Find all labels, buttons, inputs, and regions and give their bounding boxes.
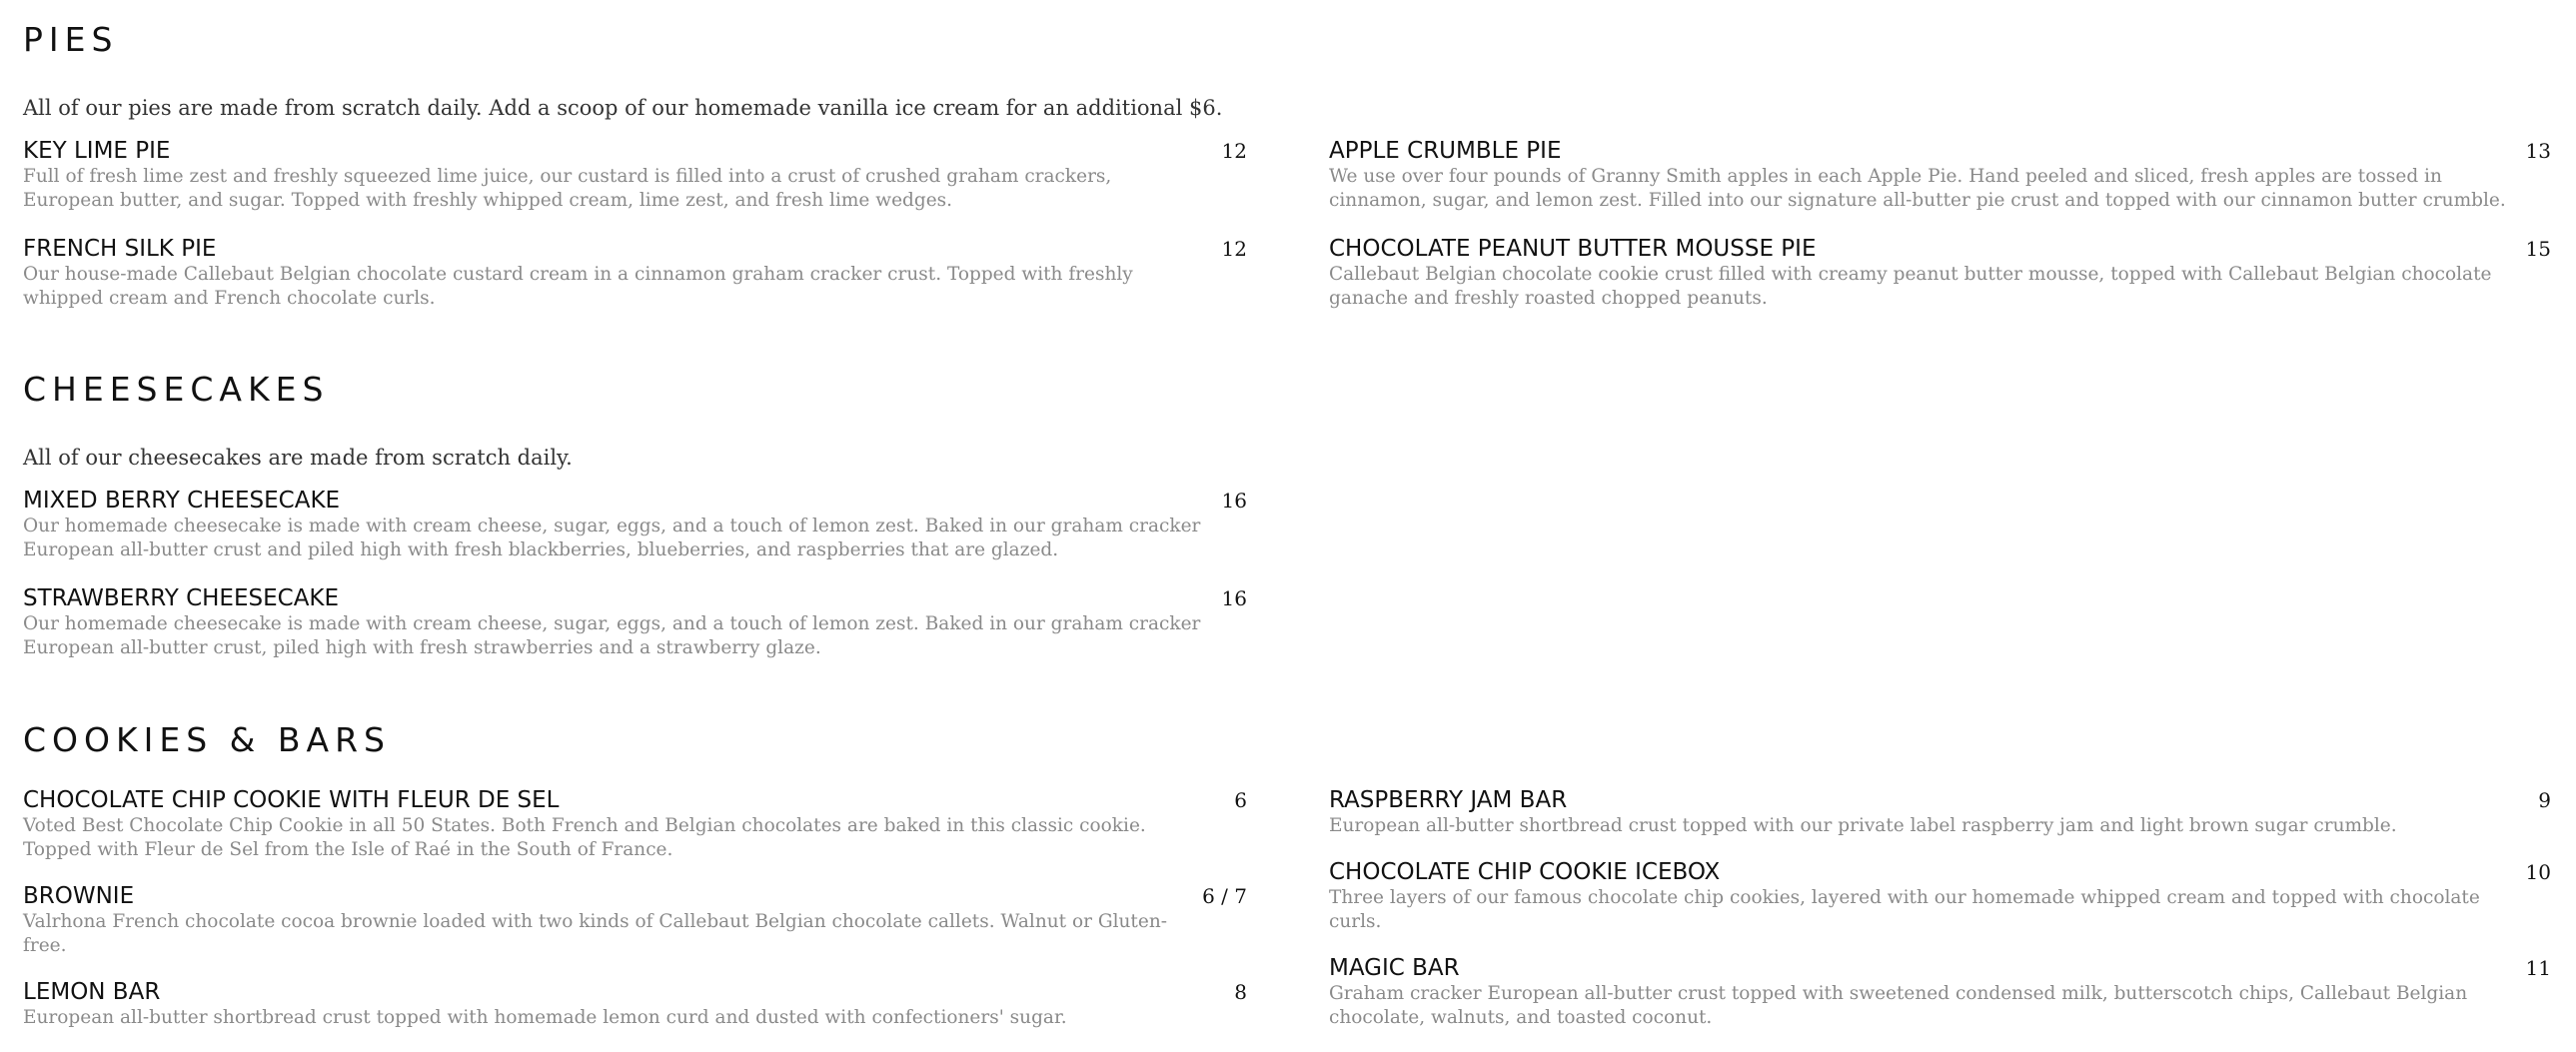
item-description: Callebaut Belgian chocolate cookie crust filled with creamy peanut butter mousse, topped with Callebaut Belgian chocolate ganache and freshly roasted chopped peanuts. <box>1329 264 2492 309</box>
section-pies <box>23 20 2551 309</box>
item-name: CHOCOLATE CHIP COOKIE ICEBOX <box>1329 859 1721 885</box>
item-price: 13 <box>2525 139 2551 163</box>
item-description: Our homemade cheesecake is made with cream cheese, sugar, eggs, and a touch of lemon zest. Baked in our graham cracker European all-butter crust and piled high with fresh blackberries, blueberries, and raspberries that are glazed. <box>23 516 1201 560</box>
item-description: Valrhona French chocolate cocoa brownie loaded with two kinds of Callebaut Belgian chocolate callets. Walnut or Gluten-free. <box>23 911 1167 956</box>
item-name: STRAWBERRY CHEESECAKE <box>23 585 340 611</box>
menu-item-chocolate-peanut-butter-mousse-pie <box>1329 235 2551 311</box>
menu-item-key-lime-pie <box>23 137 1247 213</box>
item-price: 6 <box>1234 788 1247 812</box>
cookies-left-column <box>23 786 1247 1052</box>
item-description: Graham cracker European all-butter crust topped with sweetened condensed milk, butterscotch chips, Callebaut Belgian chocolate, walnuts, and toasted coconut. <box>1329 983 2468 1028</box>
section-cookies-bars <box>23 720 2551 1028</box>
menu-item-strawberry-cheesecake <box>23 584 1247 660</box>
item-description: European all-butter shortbread crust topped with our private label raspberry jam and light brown sugar crumble. <box>1329 815 2397 836</box>
section-title: COOKIES & BARS <box>23 720 391 759</box>
item-description: Our house-made Callebaut Belgian chocolate custard cream in a cinnamon graham cracker crust. Topped with freshly whipped cream and French chocolate curls. <box>23 264 1133 309</box>
item-description: We use over four pounds of Granny Smith apples in each Apple Pie. Hand peeled and sliced, fresh apples are tossed in cinnamon, sugar, and lemon zest. Filled into our signature all-butter pie crust and topped with our cinnamon butter crumble. <box>1329 166 2506 211</box>
item-price: 11 <box>2525 956 2551 980</box>
item-name: BROWNIE <box>23 883 135 909</box>
item-price: 9 <box>2538 788 2551 812</box>
pies-right-column <box>1329 137 2551 333</box>
menu-item-chocolate-chip-cookie <box>23 786 1247 862</box>
item-price: 12 <box>1221 139 1247 163</box>
item-name: APPLE CRUMBLE PIE <box>1329 138 1562 164</box>
cookies-right-column <box>1329 786 2551 1052</box>
item-description: Voted Best Chocolate Chip Cookie in all 50 States. Both French and Belgian chocolates are baked in this classic cookie. Topped with Fleur de Sel from the Isle of Raé in the South of France. <box>23 815 1146 860</box>
item-description: Three layers of our famous chocolate chip cookies, layered with our homemade whipped cream and topped with chocolate curls. <box>1329 887 2480 932</box>
item-name: KEY LIME PIE <box>23 138 171 164</box>
item-price: 15 <box>2525 237 2551 261</box>
item-name: MIXED BERRY CHEESECAKE <box>23 488 341 514</box>
item-name: FRENCH SILK PIE <box>23 236 217 262</box>
section-intro: All of our pies are made from scratch daily. Add a scoop of our homemade vanilla ice cream for an additional $6. <box>23 96 1223 120</box>
section-cheesecakes <box>23 370 2551 658</box>
item-name: RASPBERRY JAM BAR <box>1329 787 1568 813</box>
item-price: 10 <box>2525 860 2551 884</box>
menu-item-raspberry-jam-bar <box>1329 786 2551 838</box>
item-description: Our homemade cheesecake is made with cream cheese, sugar, eggs, and a touch of lemon zest. Baked in our graham cracker European all-butter crust, piled high with fresh strawberries and a strawberry glaze. <box>23 613 1201 658</box>
menu-item-french-silk-pie <box>23 235 1247 311</box>
item-price: 16 <box>1221 586 1247 610</box>
item-price: 16 <box>1221 489 1247 513</box>
item-name: CHOCOLATE PEANUT BUTTER MOUSSE PIE <box>1329 236 1817 262</box>
menu-item-apple-crumble-pie <box>1329 137 2551 213</box>
section-title: CHEESECAKES <box>23 370 330 409</box>
item-price: 8 <box>1234 980 1247 1004</box>
menu-item-magic-bar <box>1329 954 2551 1030</box>
item-name: LEMON BAR <box>23 979 161 1005</box>
menu-item-brownie <box>23 882 1247 958</box>
item-price: 6 / 7 <box>1202 884 1247 908</box>
cheesecakes-left-column <box>23 487 1247 682</box>
pies-left-column <box>23 137 1247 333</box>
section-intro: All of our cheesecakes are made from scratch daily. <box>23 446 573 470</box>
section-title: PIES <box>23 20 119 59</box>
menu-item-mixed-berry-cheesecake <box>23 487 1247 562</box>
item-price: 12 <box>1221 237 1247 261</box>
item-name: CHOCOLATE CHIP COOKIE WITH FLEUR DE SEL <box>23 787 560 813</box>
menu-item-lemon-bar <box>23 978 1247 1030</box>
item-name: MAGIC BAR <box>1329 955 1460 981</box>
item-description: European all-butter shortbread crust topped with homemade lemon curd and dusted with confectioners' sugar. <box>23 1007 1067 1028</box>
menu-item-chocolate-chip-cookie-icebox <box>1329 858 2551 934</box>
item-description: Full of fresh lime zest and freshly squeezed lime juice, our custard is filled into a crust of crushed graham crackers, European butter, and sugar. Topped with freshly whipped cream, lime zest, and fresh lime wedges. <box>23 166 1112 211</box>
